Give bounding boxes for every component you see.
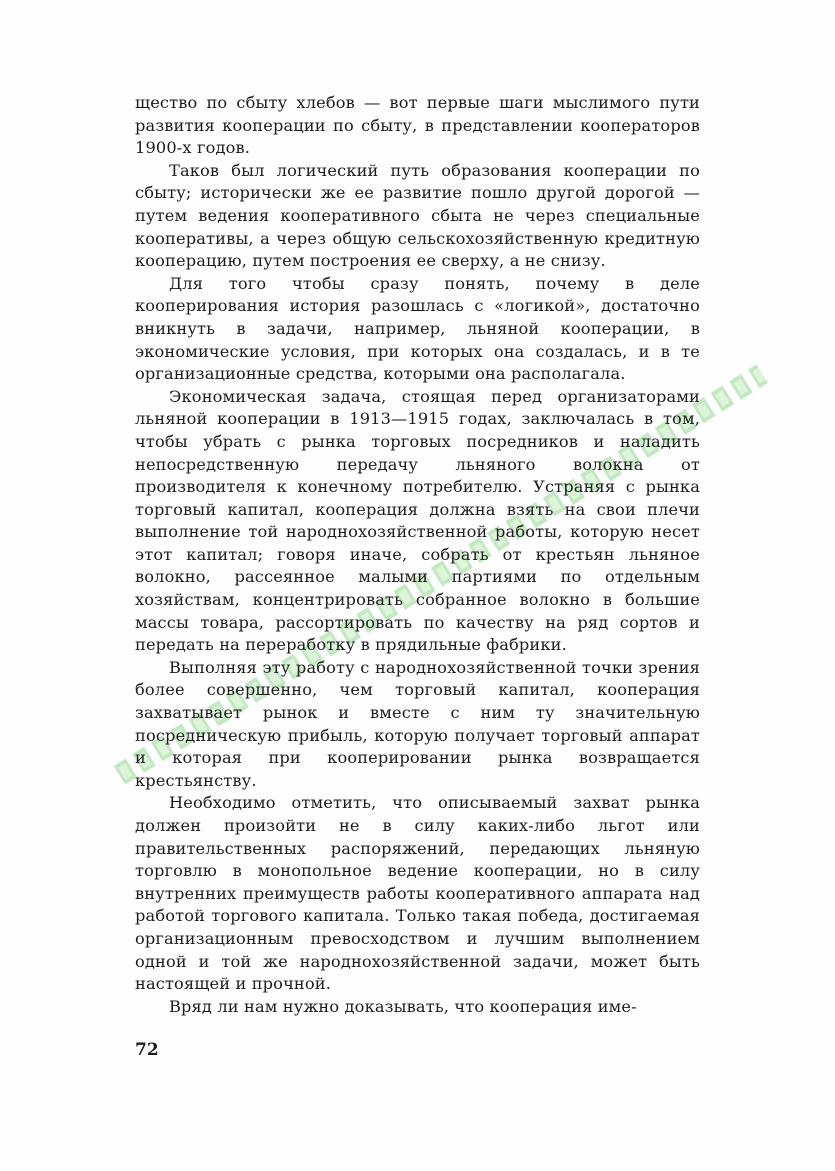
paragraph-6: Необходимо отметить, что описываемый захват рынка должен произойти не в силу каких-либо льгот или правительственных распоряжений, передающих льняную торговлю в монопольное ведение кооперации, но в силу внутренних преимуществ работы кооперативного аппарата над работой торгового капитала. Только такая победа, достигаемая организационным превосходством и лучшим выполнением одной и той же народнохозяйственной задачи, может быть настоящей и прочной. xyxy=(135,793,700,994)
page-number: 72 xyxy=(135,1040,159,1060)
paragraph-2: Таков был логический путь образования кооперации по сбыту; исторически же ее развитие пошло другой дорогой — путем ведения кооперативного сбыта не через специальные кооперативы, а через общую сельскохозяйственную кредитную кооперацию, путем построения ее сверху, а не снизу. xyxy=(135,160,700,271)
body-text xyxy=(135,92,700,1018)
paragraph-3: Для того чтобы сразу понять, почему в деле кооперирования история разошлась с «логикой», достаточно вникнуть в задачи, например, льняной кооперации, в экономические условия, при которых она создалась, и в те организационные средства, которыми она располагала. xyxy=(135,273,700,384)
paragraph-1: щество по сбыту хлебов — вот первые шаги мыслимого пути развития кооперации по сбыту, в представлении кооператоров 1900-х годов. xyxy=(135,93,700,158)
paragraph-4: Экономическая задача, стоящая перед организаторами льняной кооперации в 1913—1915 годах, заключалась в том, чтобы убрать с рынка торговых посредников и наладить непосредственную передачу льняного волокна от производителя к конечному потребителю. Устраняя с рынка торговый капитал, кооперация должна взять на свои плечи выполнение той народнохозяйственной работы, которую несет этот капитал; говоря иначе, собрать от крестьян льняное волокно, рассеянное малыми партиями по отдельным хозяйствам, концентрировать собранное волокно в большие массы товара, рассортировать по качеству на ряд сортов и передать на переработку в прядильные фабрики. xyxy=(135,386,700,655)
paragraph-7: Вряд ли нам нужно доказывать, что кооперация име- xyxy=(169,996,637,1016)
paragraph-5: Выполняя эту работу с народнохозяйственной точки зрения более совершенно, чем торговый капитал, кооперация захватывает рынок и вместе с ним ту значительную посредническую прибыль, которую получает торговый аппарат и которая при кооперировании рынка возвращается крестьянству. xyxy=(135,657,700,790)
